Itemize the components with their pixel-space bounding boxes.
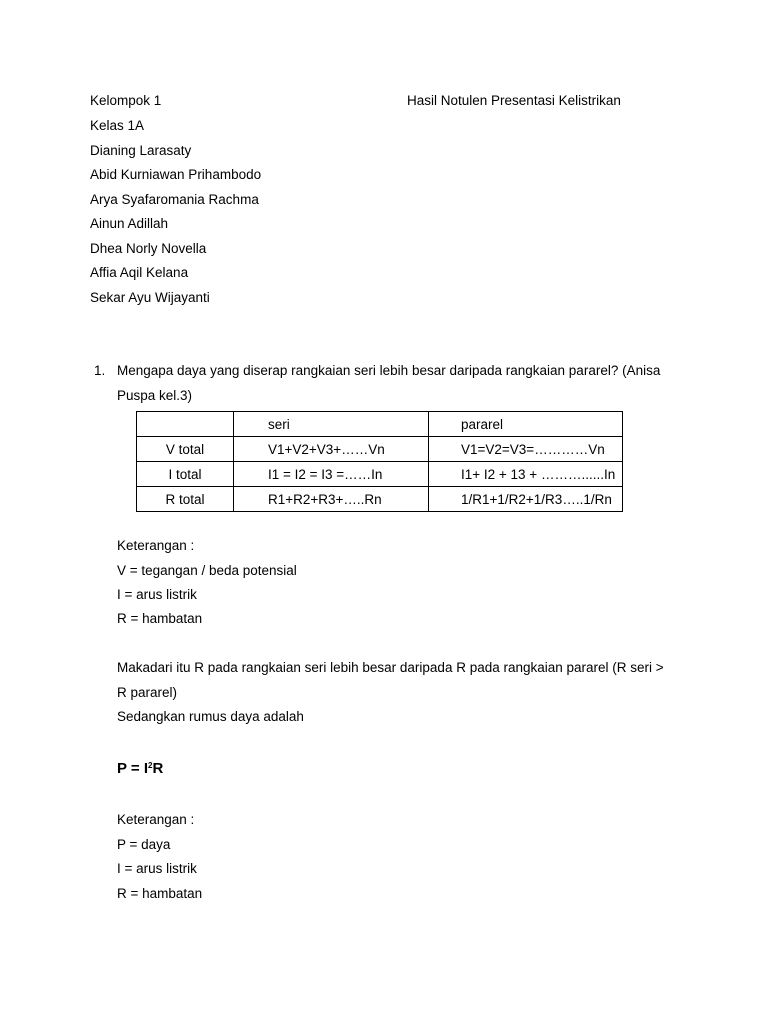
- document-title: Hasil Notulen Presentasi Kelistrikan: [407, 93, 621, 108]
- keterangan-label: Keterangan :: [117, 538, 195, 553]
- table-cell: 1/R1+1/R2+1/R3…..1/Rn: [429, 487, 623, 512]
- keterangan-item: R = hambatan: [117, 611, 203, 626]
- member-name: Ainun Adillah: [90, 216, 169, 231]
- table-cell: [137, 412, 234, 437]
- formula-exponent: 2: [148, 761, 153, 770]
- keterangan-item: R = hambatan: [117, 886, 203, 901]
- member-name: Affia Aqil Kelana: [90, 265, 189, 280]
- table-cell: V total: [137, 437, 234, 462]
- table-cell: R total: [137, 487, 234, 512]
- member-name: Sekar Ayu Wijayanti: [90, 290, 210, 305]
- member-name: Dianing Larasaty: [90, 143, 192, 158]
- table-row: [137, 437, 623, 462]
- keterangan-item: I = arus listrik: [117, 861, 197, 876]
- table-cell: V1+V2+V3+……Vn: [234, 437, 429, 462]
- keterangan-label: Keterangan :: [117, 812, 195, 827]
- table-cell: I total: [137, 462, 234, 487]
- table-cell: I1+ I2 + 13 + ………......In: [429, 462, 623, 487]
- table-header-pararel: pararel: [429, 412, 623, 437]
- formula-table: [136, 411, 623, 512]
- question-text-continued: Puspa kel.3): [117, 388, 193, 403]
- keterangan-item: I = arus listrik: [117, 587, 197, 602]
- question-number: 1.: [94, 363, 106, 378]
- power-formula-intro: Sedangkan rumus daya adalah: [117, 709, 304, 724]
- member-name: Arya Syafaromania Rachma: [90, 192, 259, 207]
- table-header-row: [137, 412, 623, 437]
- table-row: [137, 487, 623, 512]
- keterangan-item: V = tegangan / beda potensial: [117, 563, 297, 578]
- table-cell: V1=V2=V3=…………Vn: [429, 437, 623, 462]
- table-cell: I1 = I2 = I3 =……In: [234, 462, 429, 487]
- conclusion-text: Makadari itu R pada rangkaian seri lebih besar daripada R pada rangkaian pararel (R seri >: [117, 660, 664, 675]
- power-formula: [117, 758, 163, 777]
- formula-suffix: R: [152, 760, 164, 777]
- class-label: Kelas 1A: [90, 118, 145, 133]
- keterangan-item: P = daya: [117, 837, 171, 852]
- group-label: Kelompok 1: [90, 93, 162, 108]
- member-name: Dhea Norly Novella: [90, 241, 207, 256]
- table-header-seri: seri: [234, 412, 429, 437]
- member-name: Abid Kurniawan Prihambodo: [90, 167, 262, 182]
- question-text: Mengapa daya yang diserap rangkaian seri lebih besar daripada rangkaian pararel? (Anisa: [117, 363, 661, 378]
- table-row: [137, 462, 623, 487]
- table-cell: R1+R2+R3+…..Rn: [234, 487, 429, 512]
- formula-prefix: P = I: [117, 760, 148, 777]
- conclusion-text-continued: R pararel): [117, 685, 178, 700]
